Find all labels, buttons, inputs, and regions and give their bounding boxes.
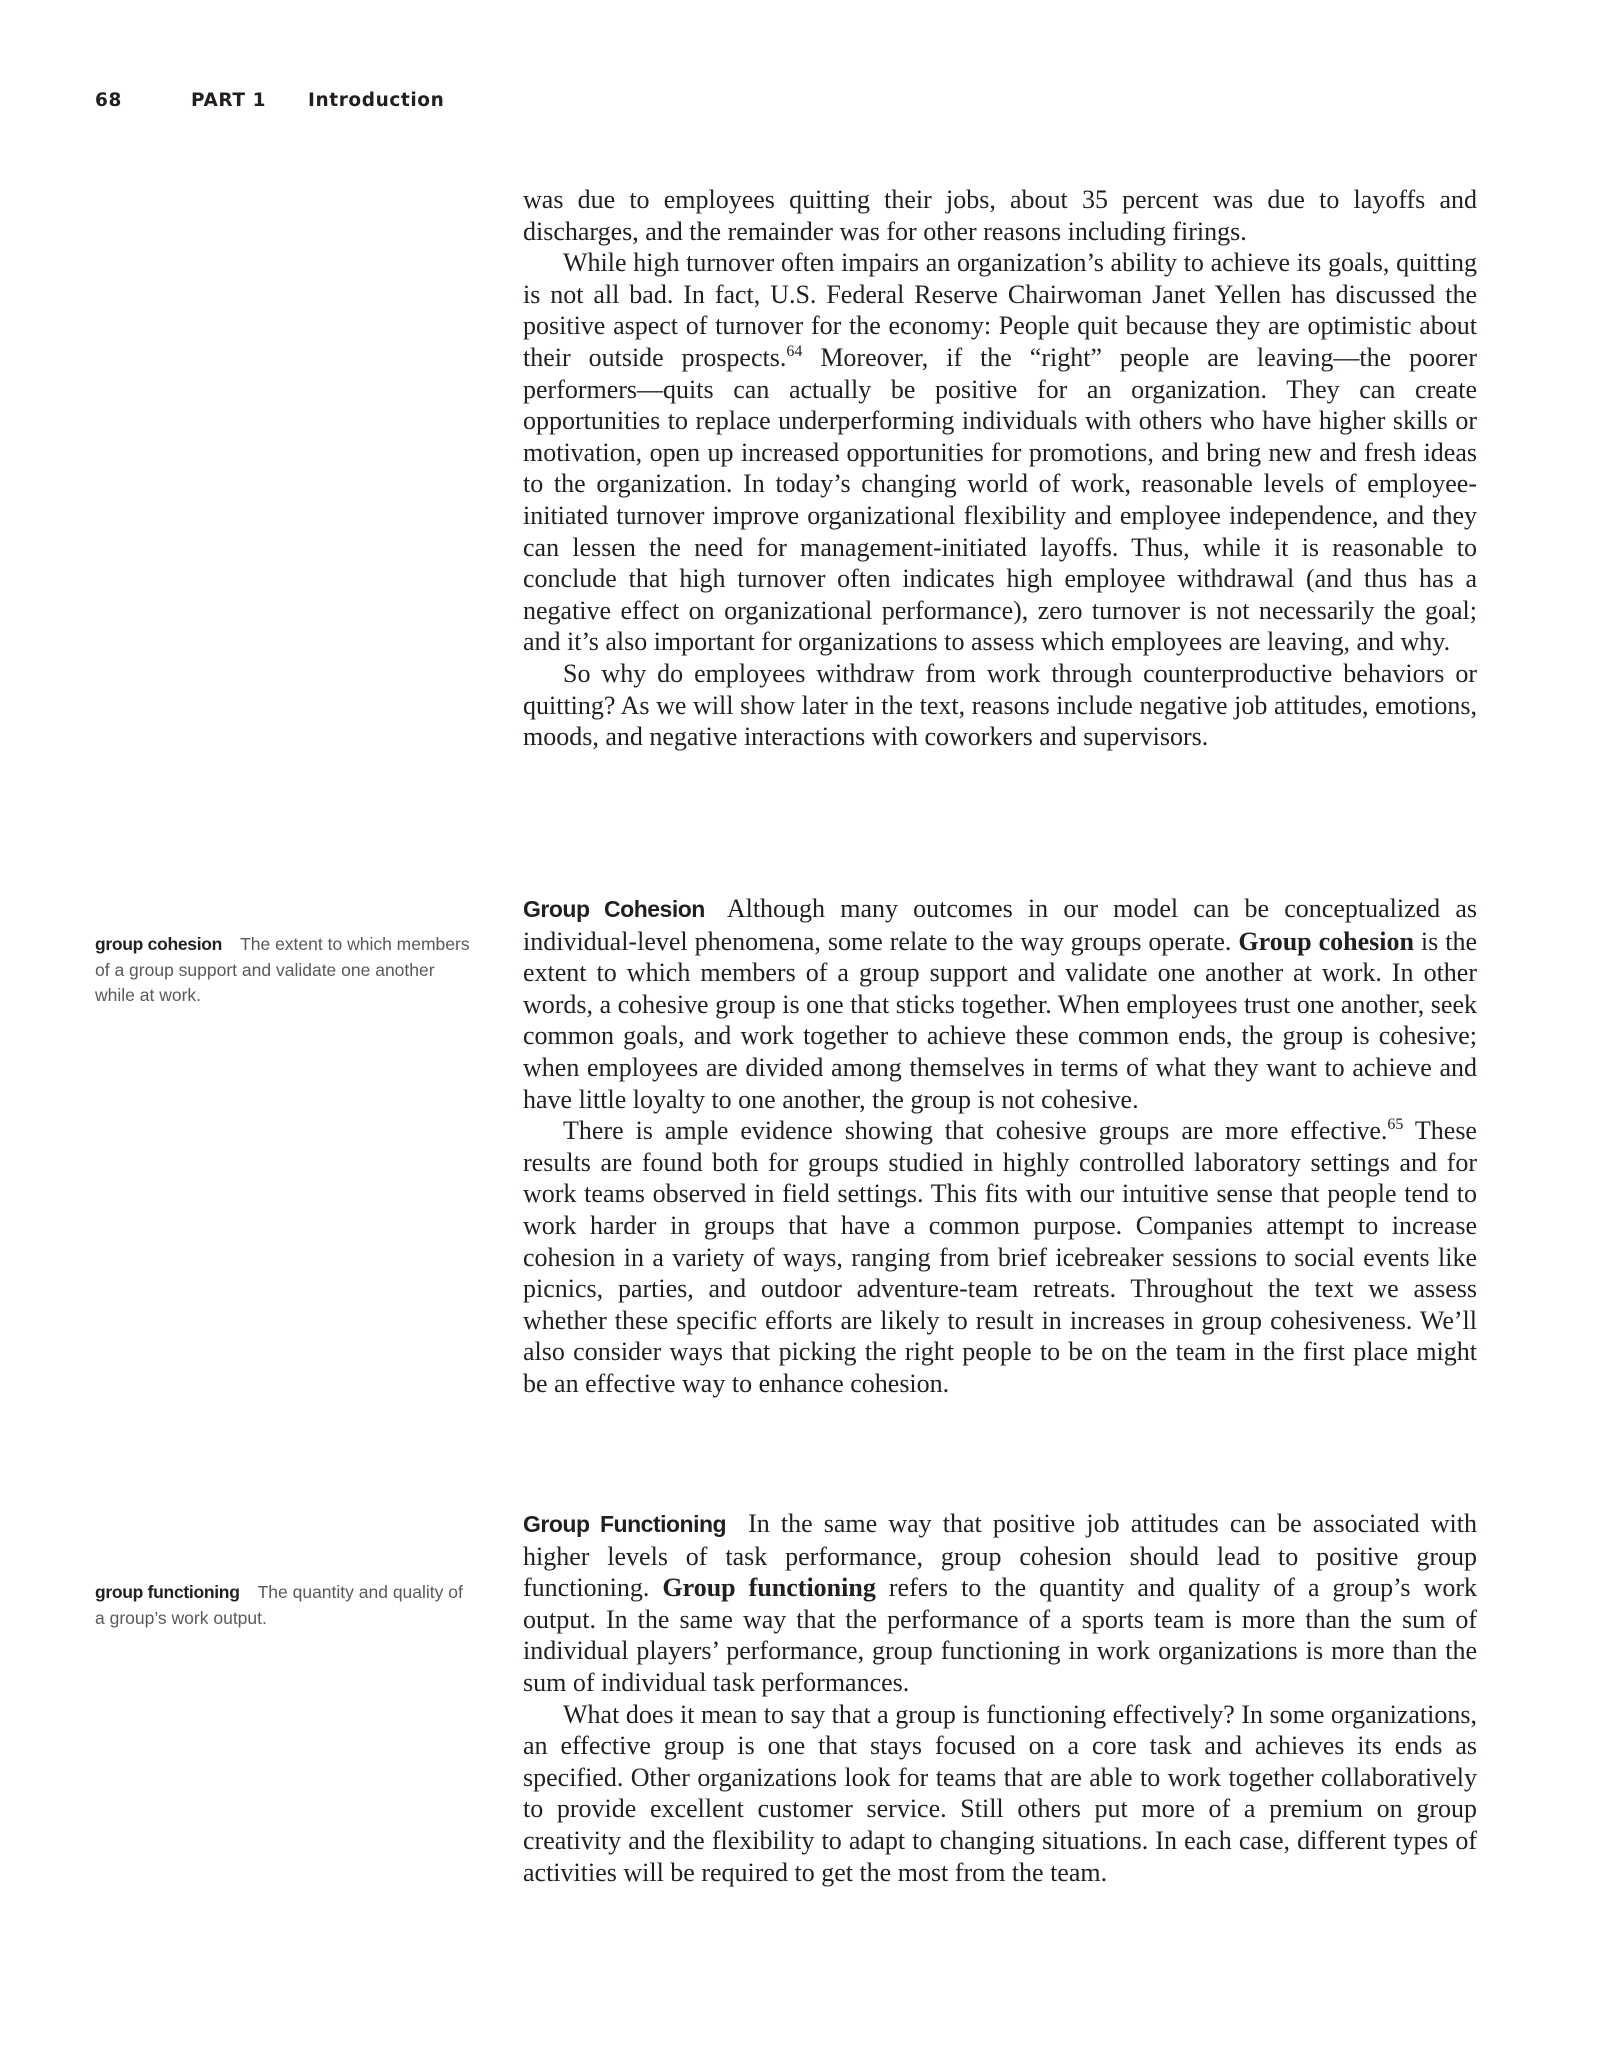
paragraph-text: So why do employees withdraw from work through counterproductive behaviors or quitting? As we will show later in the text, reasons include negative job attitudes, emotions, moods, and negative interactions with coworkers and supervisors. xyxy=(523,658,1477,752)
part-label: PART 1 xyxy=(191,90,267,111)
glossary-term: group functioning xyxy=(95,1582,240,1602)
paragraph-text: While high turnover often impairs an organization’s ability to achieve its goals, quitting is not all bad. In fact, U.S. Federal Reserve Chairwoman Janet Yellen has discussed the positive aspect of turnover for the economy: People quit because they are optimistic about their outside prospects. xyxy=(523,248,1477,372)
paragraph xyxy=(523,658,1477,753)
paragraph-text: Although many outcomes in our model can be conceptualized as individual-level phenomena, some relate to the way groups operate. xyxy=(523,894,1477,956)
paragraph-text: was due to employees quitting their jobs, about 35 percent was due to layoffs and discharges, and the remainder was for other reasons including firings. xyxy=(523,185,1477,246)
paragraph xyxy=(523,184,1477,247)
section-heading: Group Cohesion xyxy=(523,896,705,922)
group-cohesion-section xyxy=(523,893,1477,1400)
paragraph-text: There is ample evidence showing that cohesive groups are more effective. xyxy=(563,1116,1388,1146)
paragraph-text: In the same way that positive job attitudes can be associated with higher levels of task performance, group cohesion should lead to positive group functioning. xyxy=(523,1509,1477,1603)
paragraph-text: is the extent to which members of a group support and validate one another at work. In other words, a cohesive group is one that sticks together. When employees trust one another, seek common goals, and work together to achieve these common ends, the group is cohesive; when employees are divided among themselves in terms of what they want to achieve and have little loyalty to one another, the group is not cohesive. xyxy=(523,926,1478,1114)
paragraph xyxy=(523,893,1477,1115)
glossary-definition: The extent to which members of a group support and validate one another while at work. xyxy=(95,934,470,1005)
margin-definition-group-functioning xyxy=(95,1580,475,1631)
paragraph-text: These results are found both for groups studied in highly controlled laboratory settings and for work teams observed in field settings. This fits with our intuitive sense that people tend to work harder in groups that have a common purpose. Companies attempt to increase cohesion in a variety of ways, ranging from brief icebreaker sessions to social events like picnics, parties, and outdoor adventure-team retreats. Throughout the text we assess whether these specific efforts are likely to result in increases in group cohesiveness. We’ll also consider ways that picking the right people to be on the team in the first place might be an effective way to enhance cohesion. xyxy=(523,1116,1477,1398)
paragraph-text: Moreover, if the “right” people are leaving—the poorer performers—quits can actually be positive for an organization. They can create opportunities to replace underperforming individuals with others who have higher skills or motivation, open up increased opportunities for promotions, and bring new and fresh ideas to the organization. In today’s changing world of work, reasonable levels of employee-initiated turnover improve organizational flexibility and employee independence, and they can lessen the need for management-initiated layoffs. Thus, while it is reasonable to conclude that high turnover often indicates high employee withdrawal (and thus has a negative effect on organizational performance), zero turnover is not necessarily the goal; and it’s also important for organizations to assess which employees are leaving, and why. xyxy=(523,342,1477,657)
turnover-discussion xyxy=(523,184,1477,753)
paragraph xyxy=(523,1699,1477,1889)
glossary-definition: The quantity and quality of a group’s work output. xyxy=(95,1582,463,1628)
group-functioning-section xyxy=(523,1508,1477,1888)
margin-definition-group-cohesion xyxy=(95,932,475,1009)
section-heading: Group Functioning xyxy=(523,1511,727,1537)
section-title: Introduction xyxy=(308,90,445,111)
paragraph xyxy=(523,1115,1477,1399)
footnote-ref: 64 xyxy=(786,342,803,360)
key-term: Group functioning xyxy=(662,1573,876,1603)
page-number: 68 xyxy=(95,90,122,111)
paragraph-text: What does it mean to say that a group is functioning effectively? In some organizations, an effective group is one that stays focused on a core task and achieves its ends as specified. Other organizations look for teams that are able to work together collaboratively to provide excellent customer service. Still others put more of a premium on group creativity and the flexibility to adapt to changing situations. In each case, different types of activities will be required to get the most from the team. xyxy=(523,1699,1477,1887)
paragraph xyxy=(523,1508,1477,1699)
paragraph-text: refers to the quantity and quality of a group’s work output. In the same way that the performance of a sports team is more than the sum of individual players’ performance, group functioning in work organizations is more than the sum of individual task performances. xyxy=(523,1573,1477,1697)
key-term: Group cohesion xyxy=(1238,926,1414,956)
paragraph xyxy=(523,247,1477,658)
footnote-ref: 65 xyxy=(1387,1116,1404,1134)
glossary-term: group cohesion xyxy=(95,934,223,954)
